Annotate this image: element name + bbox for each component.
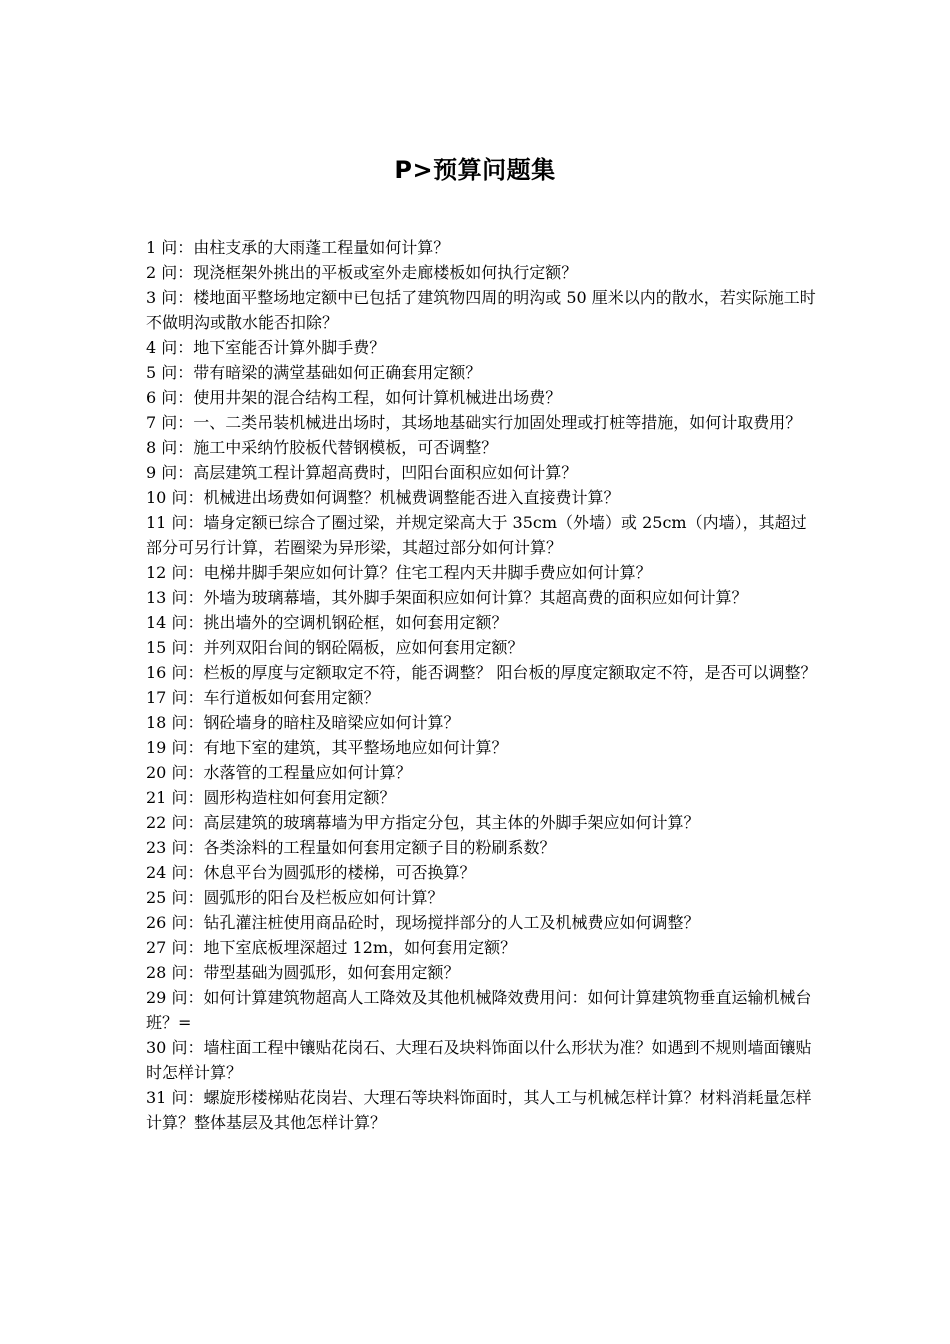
question-item: 25 问：圆弧形的阳台及栏板应如何计算？ [146,888,444,907]
question-list [146,235,818,1135]
question-item: 18 问：钢砼墙身的暗柱及暗梁应如何计算？ [146,713,460,732]
question-item: 5 问：带有暗梁的满堂基础如何正确套用定额？ [146,363,482,382]
question-item: 19 问：有地下室的建筑，其平整场地应如何计算？ [146,738,508,757]
question-item: 15 问：并列双阳台间的钢砼隔板，应如何套用定额？ [146,638,524,657]
question-item: 1 问：由柱支承的大雨蓬工程量如何计算？ [146,238,450,257]
question-item: 14 问：挑出墙外的空调机钢砼框，如何套用定额？ [146,613,508,632]
question-item: 22 问：高层建筑的玻璃幕墙为甲方指定分包，其主体的外脚手架应如何计算？ [146,813,700,832]
question-item: 30 问：墙柱面工程中镶贴花岗石、大理石及块料饰面以什么形状为准？如遇到不规则墙面镶贴时怎样计算？ [146,1038,812,1082]
question-item: 29 问：如何计算建筑物超高人工降效及其他机械降效费用问：如何计算建筑物垂直运输机械台班？= [146,988,812,1032]
question-item: 26 问：钻孔灌注桩使用商品砼时，现场搅拌部分的人工及机械费应如何调整？ [146,913,700,932]
question-item: 4 问：地下室能否计算外脚手费？ [146,338,386,357]
question-item: 10 问：机械进出场费如何调整？机械费调整能否进入直接费计算？ [146,488,620,507]
question-item: 12 问：电梯井脚手架应如何计算？住宅工程内天井脚手费应如何计算？ [146,563,652,582]
question-item: 31 问：螺旋形楼梯贴花岗岩、大理石等块料饰面时，其人工与机械怎样计算？材料消耗量怎样计算？整体基层及其他怎样计算？ [146,1088,812,1132]
question-item: 11 问：墙身定额已综合了圈过梁，并规定梁高大于 35cm（外墙）或 25cm（内墙），其超过部分可另行计算，若圈梁为异形梁，其超过部分如何计算？ [146,513,807,557]
page-title: P>预算问题集 [394,156,556,184]
question-item: 21 问：圆形构造柱如何套用定额？ [146,788,396,807]
question-item: 2 问：现浇框架外挑出的平板或室外走廊楼板如何执行定额？ [146,263,578,282]
question-item: 28 问：带型基础为圆弧形，如何套用定额？ [146,963,460,982]
question-item: 24 问：休息平台为圆弧形的楼梯，可否换算？ [146,863,476,882]
question-item: 7 问：一、二类吊装机械进出场时，其场地基础实行加固处理或打桩等措施，如何计取费用？ [146,413,802,432]
question-item: 6 问：使用井架的混合结构工程，如何计算机械进出场费？ [146,388,562,407]
question-item: 3 问：楼地面平整场地定额中已包括了建筑物四周的明沟或 50 厘米以内的散水，若实际施工时不做明沟或散水能否扣除？ [146,288,816,332]
question-item: 23 问：各类涂料的工程量如何套用定额子目的粉刷系数？ [146,838,556,857]
question-item: 16 问：栏板的厚度与定额取定不符，能否调整？ 阳台板的厚度定额取定不符，是否可以调整？ [146,663,817,682]
question-item: 13 问：外墙为玻璃幕墙，其外脚手架面积应如何计算？其超高费的面积应如何计算？ [146,588,748,607]
question-item: 8 问：施工中采纳竹胶板代替钢模板，可否调整？ [146,438,498,457]
question-item: 17 问：车行道板如何套用定额？ [146,688,380,707]
question-item: 20 问：水落管的工程量应如何计算？ [146,763,412,782]
question-item: 9 问：高层建筑工程计算超高费时，凹阳台面积应如何计算？ [146,463,578,482]
question-item: 27 问：地下室底板埋深超过 12m，如何套用定额？ [146,938,517,957]
